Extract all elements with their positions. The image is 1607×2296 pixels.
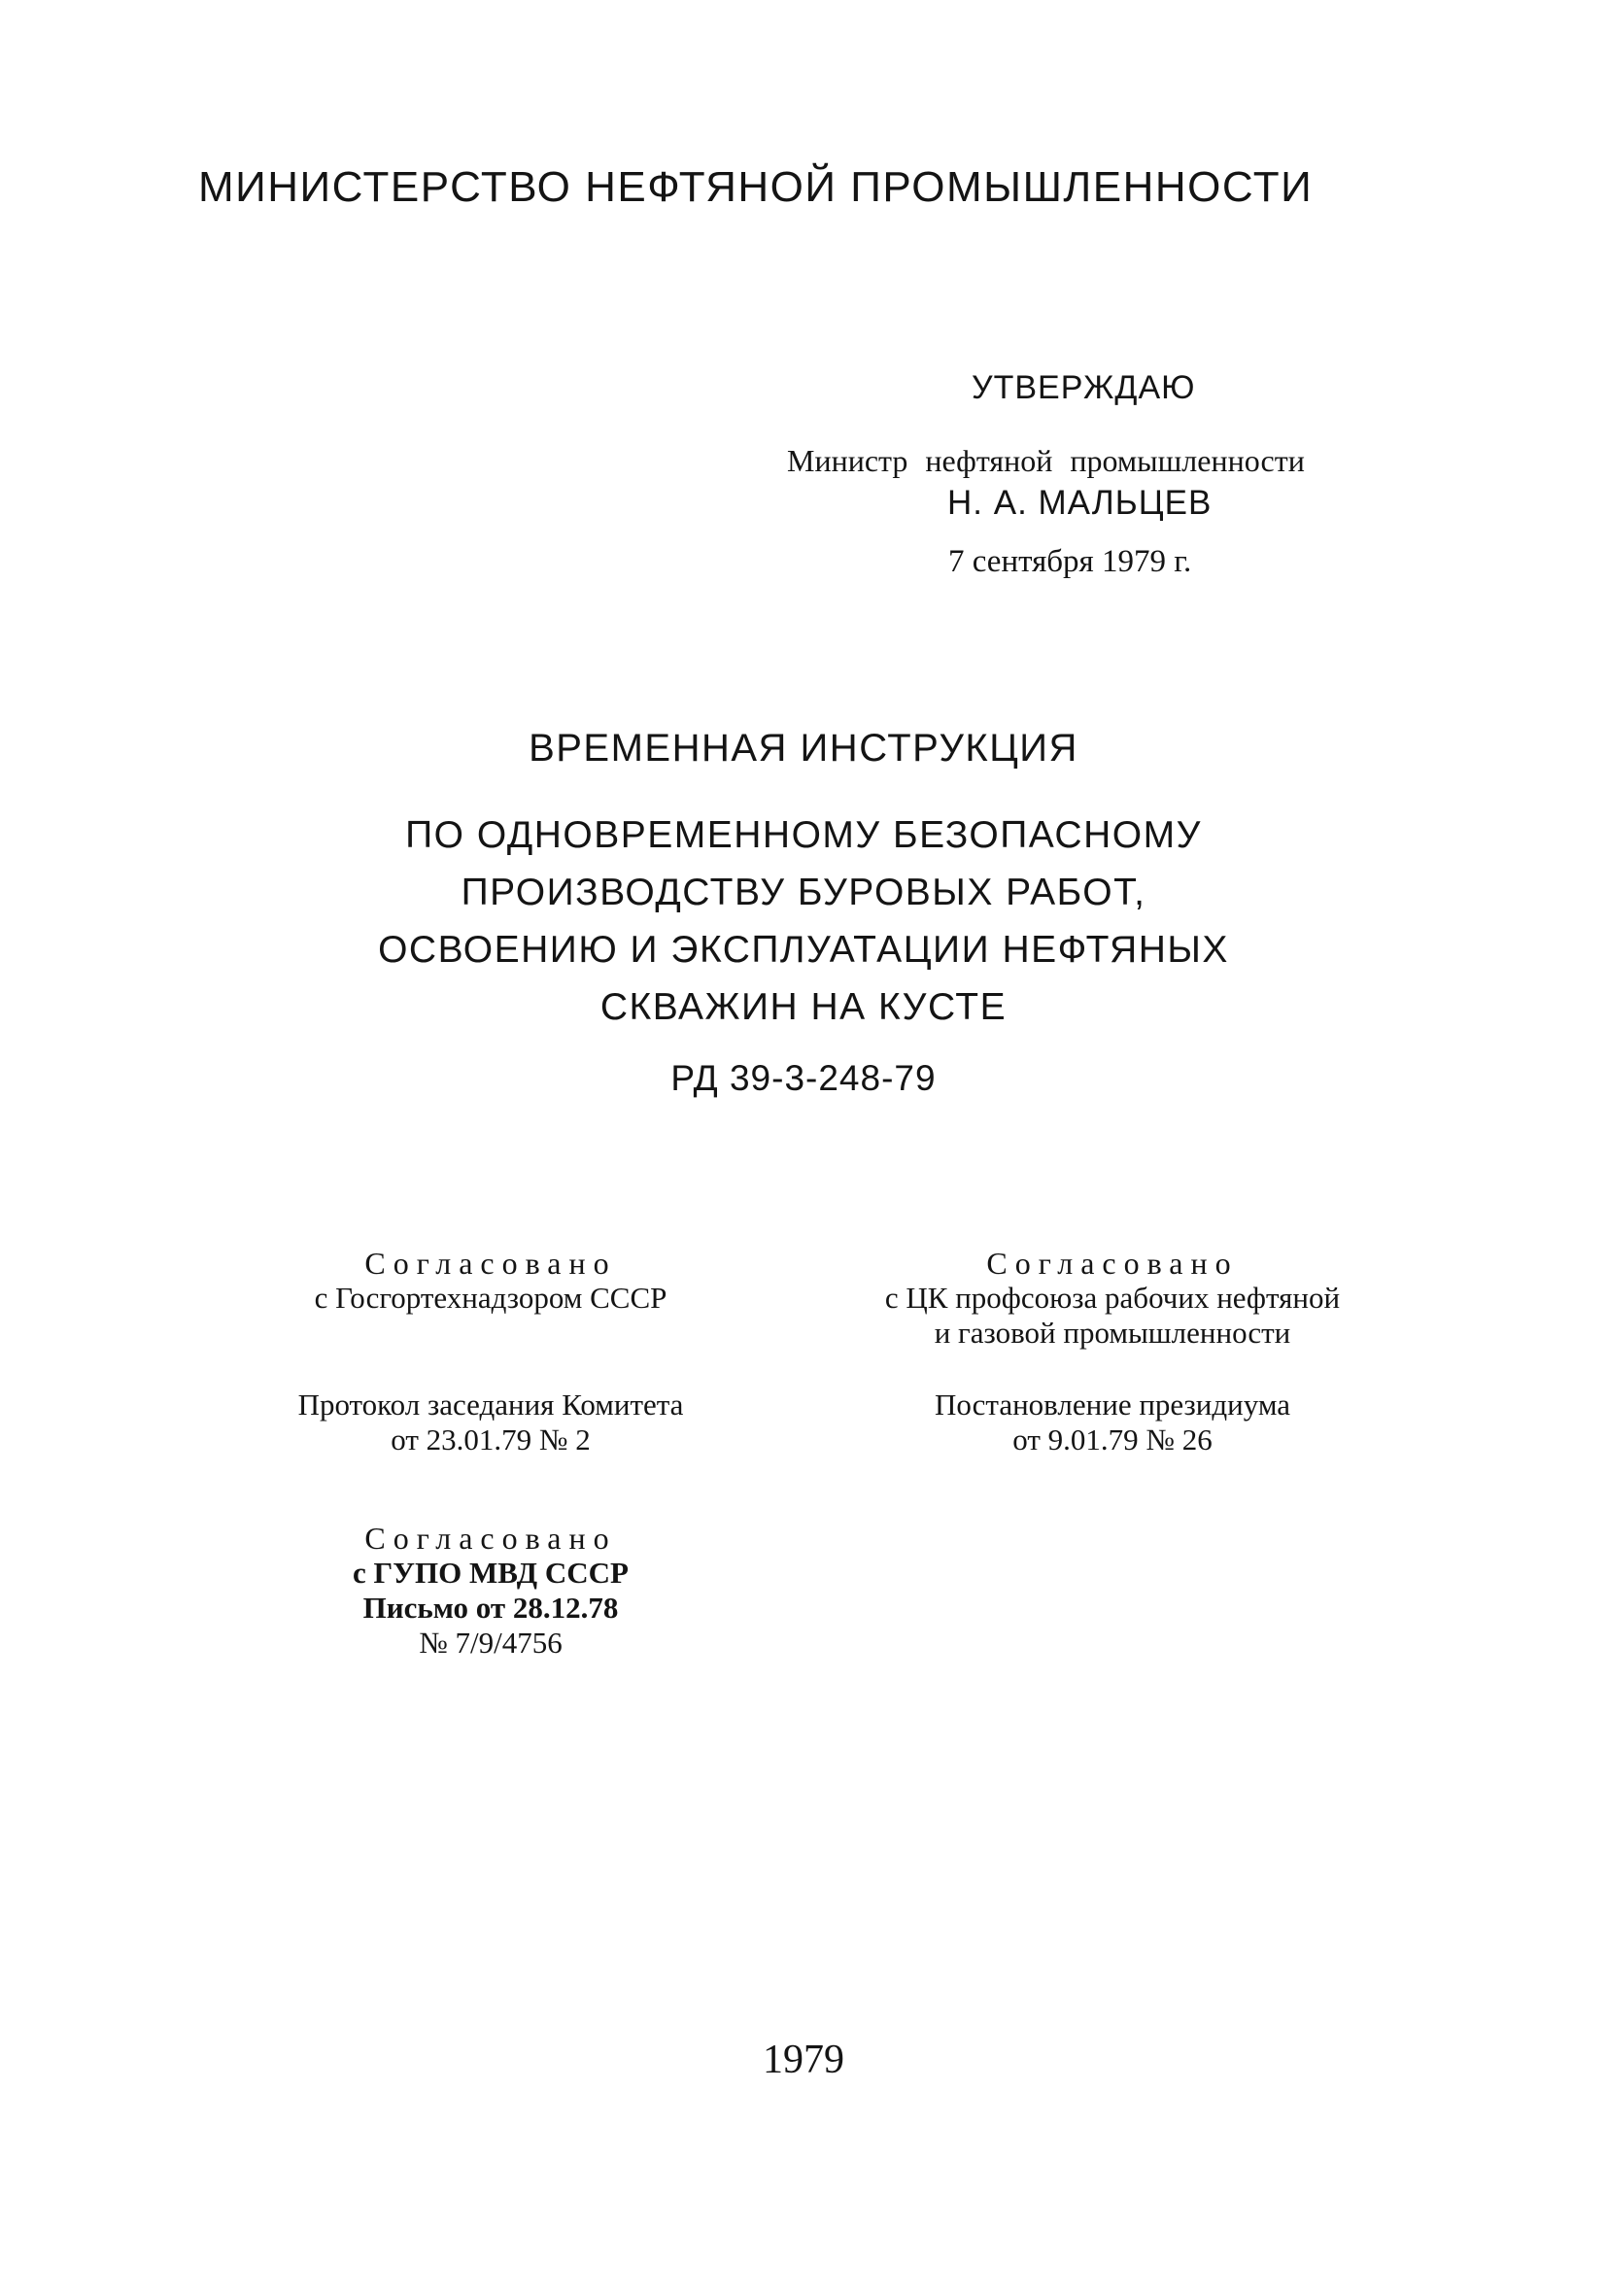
protocol-ref: от 9.01.79 № 26	[1012, 1422, 1213, 1456]
approval-date: 7 сентября 1979 г.	[948, 544, 1192, 579]
agreement-label: Согласовано	[364, 1521, 617, 1556]
document-subtitle-line: ПО ОДНОВРЕМЕННОМУ БЕЗОПАСНОМУ	[405, 814, 1202, 856]
agreement-with-line2: и газовой промышленности	[934, 1316, 1291, 1350]
approval-name: Н. А. МАЛЬЦЕВ	[947, 484, 1213, 522]
publication-year: 1979	[763, 2038, 844, 2082]
agreement-bottom	[199, 1521, 782, 1661]
agreement-label: Согласовано	[364, 1246, 617, 1281]
protocol-right	[797, 1388, 1428, 1457]
document-title-block	[221, 719, 1386, 1099]
agreement-with: с ГУПО МВД СССР	[353, 1556, 629, 1590]
protocol-left	[199, 1388, 782, 1457]
protocol-title: Постановление президиума	[934, 1388, 1291, 1422]
document-code: РД 39-3-248-79	[670, 1058, 937, 1098]
document-title: ВРЕМЕННАЯ ИНСТРУКЦИЯ	[529, 727, 1078, 770]
agreement-right	[797, 1246, 1428, 1351]
agreement-left	[199, 1246, 782, 1316]
agreement-with-line1: с ЦК профсоюза рабочих нефтяной	[884, 1281, 1341, 1315]
agreement-with: с Госгортехнадзором СССР	[314, 1281, 667, 1315]
ministry-header: МИНИСТЕРСТВО НЕФТЯНОЙ ПРОМЫШЛЕННОСТИ	[198, 163, 1314, 211]
approval-position: Министр нефтяной промышленности	[787, 443, 1305, 478]
document-subtitle-line: ОСВОЕНИЮ И ЭКСПЛУАТАЦИИ НЕФТЯНЫХ	[378, 929, 1229, 971]
agreement-letter-ref: № 7/9/4756	[419, 1626, 563, 1660]
document-subtitle-line: СКВАЖИН НА КУСТЕ	[599, 986, 1008, 1028]
approval-title: УТВЕРЖДАЮ	[972, 369, 1196, 406]
document-subtitle-line: ПРОИЗВОДСТВУ БУРОВЫХ РАБОТ,	[461, 872, 1146, 913]
agreement-label: Согласовано	[986, 1246, 1239, 1281]
agreement-letter: Письмо от 28.12.78	[362, 1591, 619, 1625]
protocol-title: Протокол заседания Комитета	[297, 1388, 684, 1422]
protocol-ref: от 23.01.79 № 2	[391, 1422, 591, 1456]
